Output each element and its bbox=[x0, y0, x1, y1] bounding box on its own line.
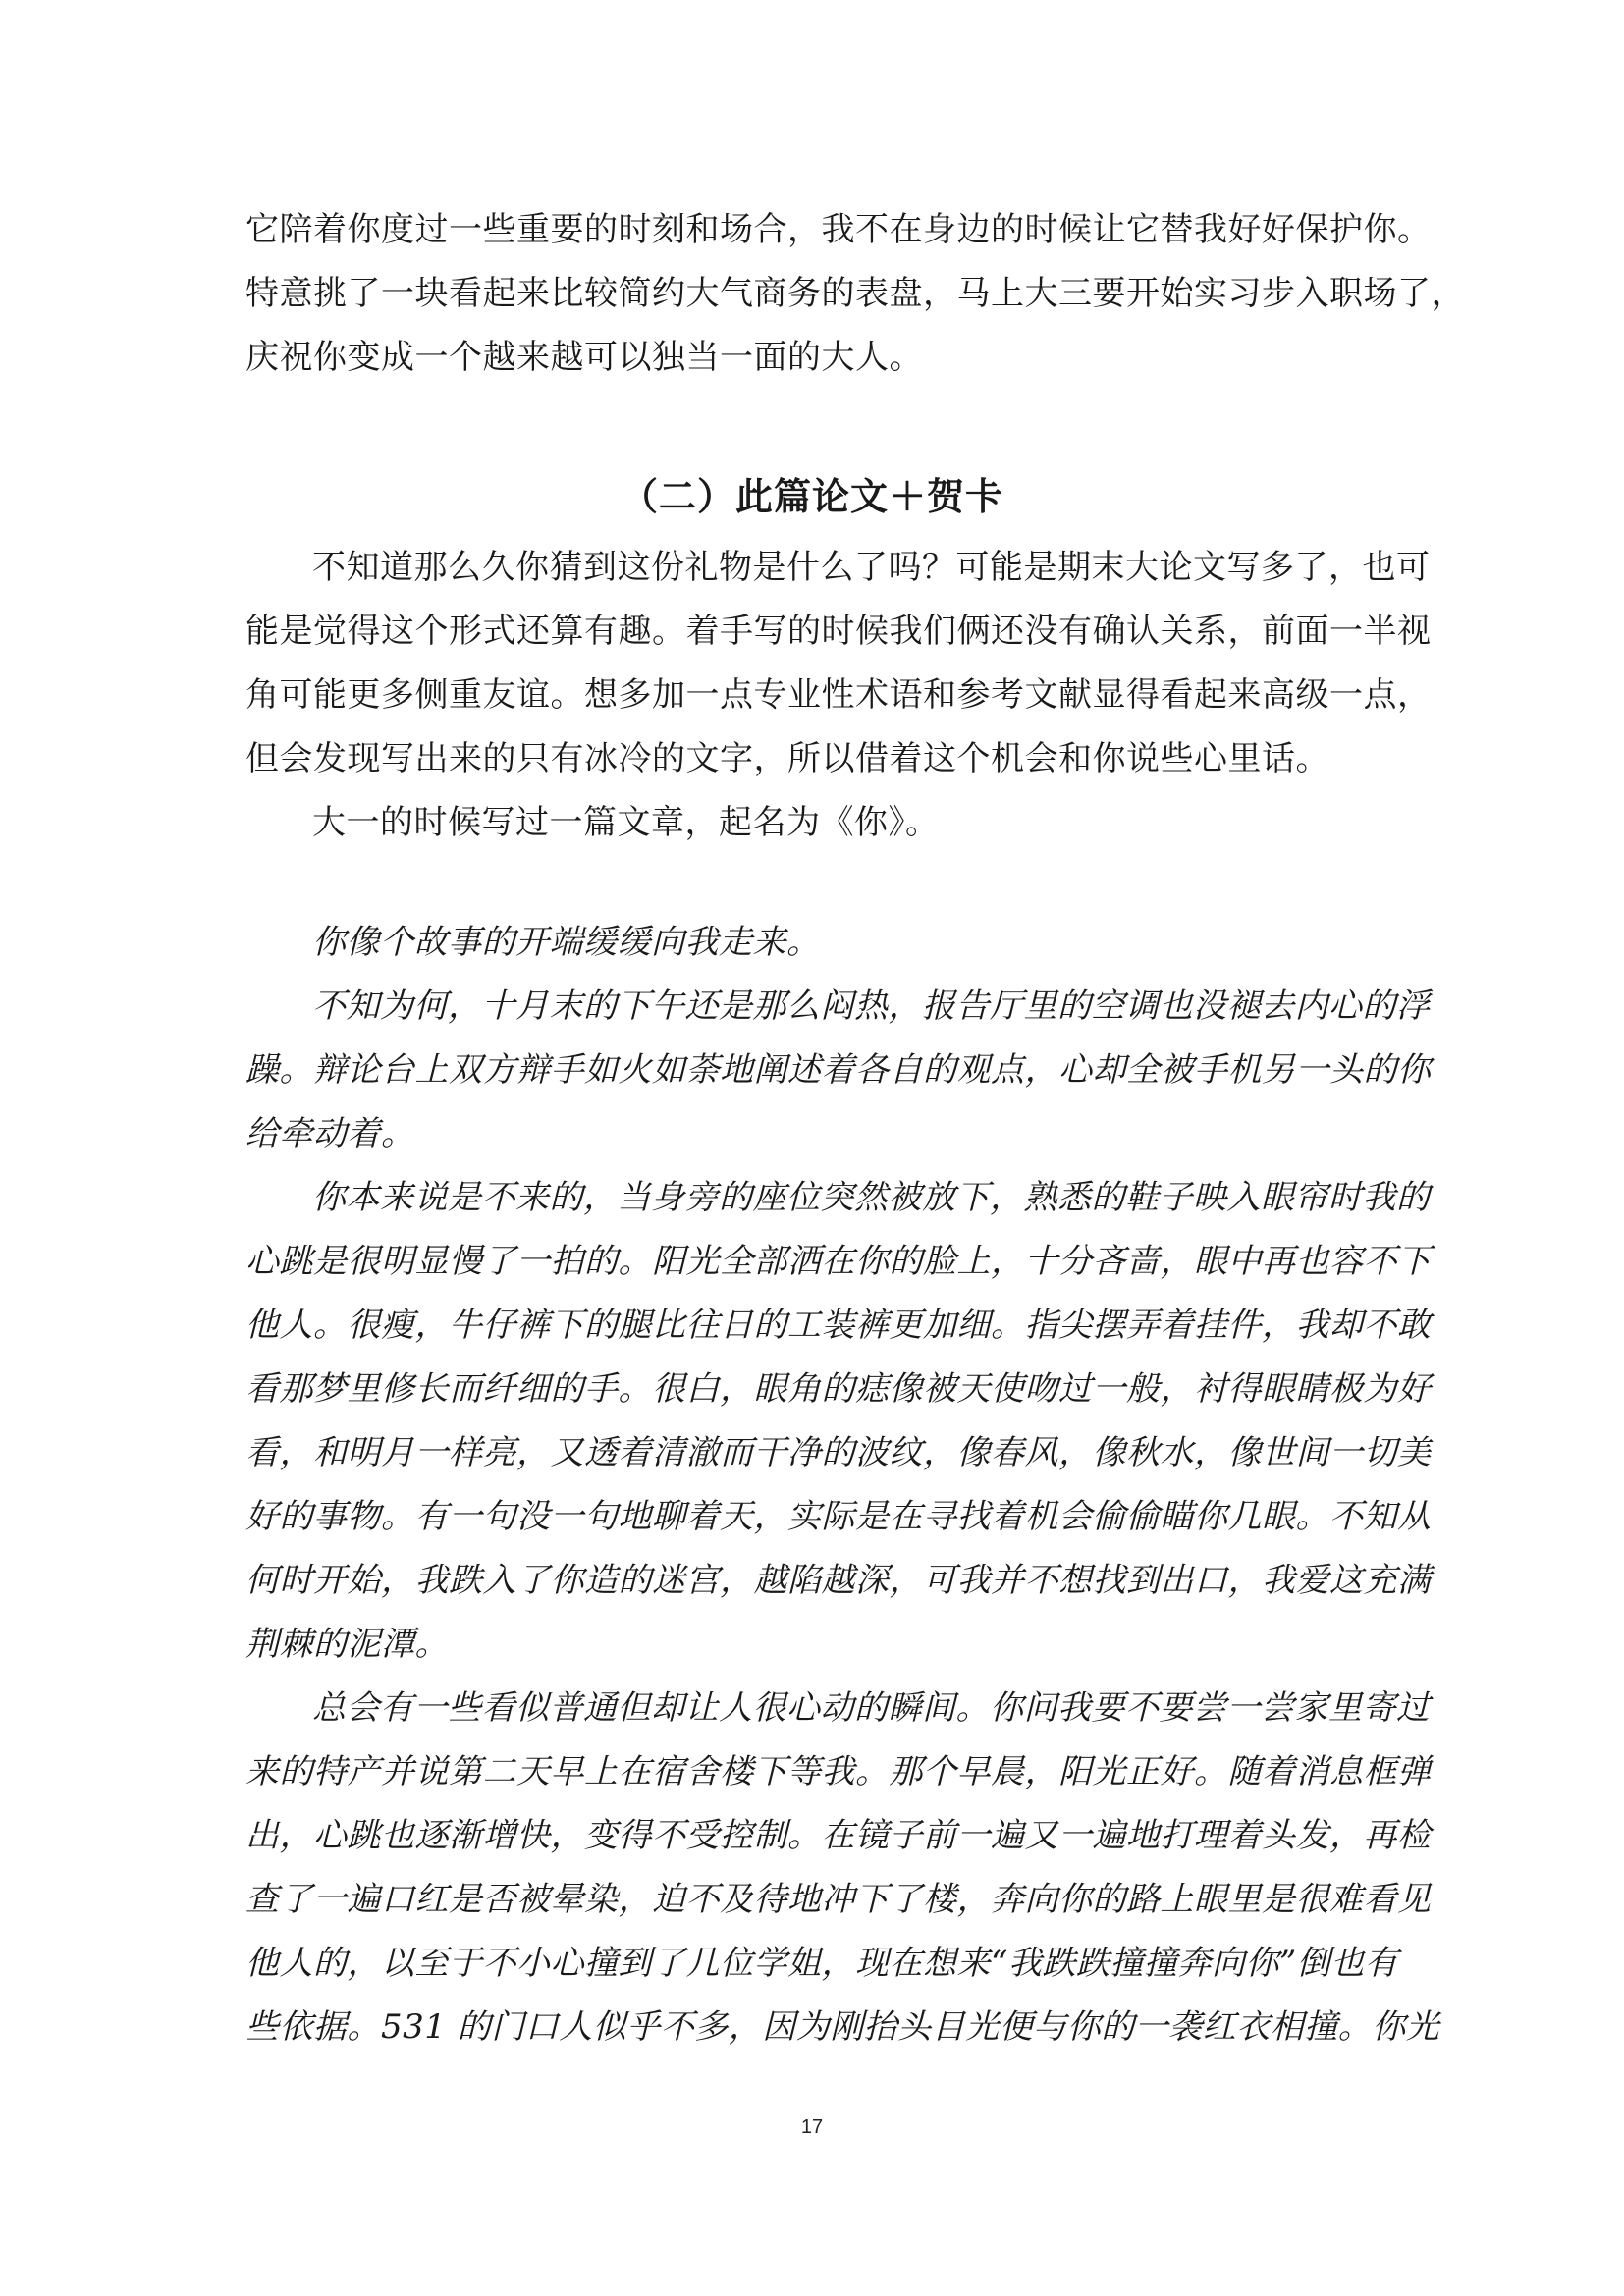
essay-line: 心跳是很明显慢了一拍的。阳光全部洒在你的脸上，十分吝啬，眼中再也容不下 bbox=[245, 1242, 1432, 1281]
text-line: 庆祝你变成一个越来越可以独当一面的大人。 bbox=[245, 338, 923, 377]
body-paragraph bbox=[245, 546, 1432, 865]
essay-line: 何时开始，我跌入了你造的迷宫，越陷越深，可我并不想找到出口，我爱这充满 bbox=[245, 1561, 1432, 1600]
text-line: 但会发现写出来的只有冰冷的文字，所以借着这个机会和你说些心里话。 bbox=[245, 739, 1329, 778]
essay-line: 好的事物。有一句没一句地聊着天，实际是在寻找着机会偷偷瞄你几眼。不知从 bbox=[245, 1497, 1432, 1536]
essay-line: 你本来说是不来的，当身旁的座位突然被放下，熟悉的鞋子映入眼帘时我的 bbox=[312, 1178, 1431, 1217]
essay-line: 不知为何，十月末的下午还是那么闷热，报告厅里的空调也没褪去内心的浮 bbox=[312, 987, 1431, 1026]
essay-line: 出，心跳也逐渐增快，变得不受控制。在镜子前一遍又一遍地打理着头发，再检 bbox=[245, 1816, 1432, 1855]
essay-line: 些依据。531 的门口人似乎不多，因为刚抬头目光便与你的一袭红衣相撞。你光 bbox=[245, 2007, 1440, 2047]
essay-line: 你像个故事的开端缓缓向我走来。 bbox=[312, 923, 821, 962]
essay-line: 躁。辩论台上双方辩手如火如荼地阐述着各自的观点，心却全被手机另一头的你 bbox=[245, 1050, 1432, 1090]
essay-line: 他人。很瘦，牛仔裤下的腿比往日的工装裤更加细。指尖摆弄着挂件，我却不敢 bbox=[245, 1306, 1432, 1345]
text-line: 特意挑了一块看起来比较简约大气商务的表盘，马上大三要开始实习步入职场了， bbox=[245, 274, 1465, 313]
essay-line: 来的特产并说第二天早上在宿舍楼下等我。那个早晨，阳光正好。随着消息框弹 bbox=[245, 1752, 1432, 1791]
essay-line: 他人的，以至于不小心撞到了几位学姐，现在想来“我跌跌撞撞奔向你”倒也有 bbox=[245, 1944, 1399, 1983]
essay-line: 看那梦里修长而纤细的手。很白，眼角的痣像被天使吻过一般，衬得眼睛极为好 bbox=[245, 1369, 1432, 1409]
text-line: 能是觉得这个形式还算有趣。着手写的时候我们俩还没有确认关系，前面一半视 bbox=[245, 612, 1432, 651]
intro-paragraph bbox=[245, 208, 1465, 400]
essay-line: 查了一遍口红是否被晕染，迫不及待地冲下了楼，奔向你的路上眼里是很难看见 bbox=[245, 1880, 1432, 1919]
text-line: 它陪着你度过一些重要的时刻和场合，我不在身边的时候让它替我好好保护你。 bbox=[245, 210, 1432, 249]
essay-line: 看，和明月一样亮，又透着清澈而干净的波纹，像春风，像秋水，像世间一切美 bbox=[245, 1433, 1432, 1472]
text-line: 不知道那么久你猜到这份礼物是什么了吗？可能是期末大论文写多了，也可 bbox=[312, 548, 1431, 587]
essay-line: 荆棘的泥潭。 bbox=[245, 1625, 449, 1664]
essay-line: 总会有一些看似普通但却让人很心动的瞬间。你问我要不要尝一尝家里寄过 bbox=[312, 1688, 1431, 1728]
page-number: 17 bbox=[800, 2116, 824, 2138]
quoted-essay bbox=[245, 921, 1440, 2069]
section-heading: （二）此篇论文＋贺卡 bbox=[620, 475, 1003, 518]
text-line: 角可能更多侧重友谊。想多加一点专业性术语和参考文献显得看起来高级一点， bbox=[245, 675, 1432, 715]
text-line: 大一的时候写过一篇文章，起名为《你》。 bbox=[312, 803, 940, 842]
essay-line: 给牵动着。 bbox=[245, 1114, 415, 1153]
